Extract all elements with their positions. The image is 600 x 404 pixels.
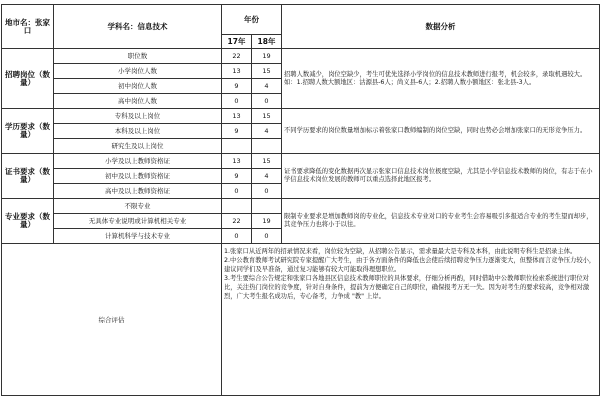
value-18: 15 <box>252 109 282 124</box>
value-18: 15 <box>252 154 282 169</box>
evaluation-row <box>2 244 600 396</box>
value-17 <box>222 199 252 214</box>
value-17: 22 <box>222 214 252 229</box>
value-17 <box>222 139 252 154</box>
value-17: 0 <box>222 184 252 199</box>
table-row <box>2 154 600 169</box>
value-17: 13 <box>222 109 252 124</box>
row-label: 初中岗位人数 <box>54 79 222 94</box>
evaluation-item: 1.张家口从近两年的招录情况来看，岗位较为空缺，从招聘公告显示，需求量最大是专科及本科，由此说明专科生是招录主体。 <box>224 248 577 255</box>
row-label: 小学及以上教师资格证 <box>54 154 222 169</box>
category-cell: 专业要求（数量） <box>2 199 54 244</box>
row-label: 研究生及以上岗位 <box>54 139 222 154</box>
evaluation-item: 3.考生要综合公告规定和张家口各地县区信息技术教师职位的具体要求，仔细分析再酌，同时借助中公教师职位检索系统进行职位对比，关注热门岗位的竞争度，针对自身条件，提前为方便确定自己的职位，确保报考万无一失。因为对考生的要求较高，竞争相对激烈，广大考生报名成功后，专心备考，力争成 "教" 上岸。 <box>224 275 590 300</box>
row-label: 小学岗位人数 <box>54 64 222 79</box>
row-label: 高中及以上教师资格证 <box>54 184 222 199</box>
subject-header: 学科名：信息技术 <box>54 5 222 49</box>
row-label: 计算机科学与技术专业 <box>54 229 222 244</box>
value-18: 19 <box>252 214 282 229</box>
table-row <box>2 199 600 214</box>
row-label: 专科及以上岗位 <box>54 109 222 124</box>
value-17: 9 <box>222 169 252 184</box>
analysis-header: 数据分析 <box>282 5 600 49</box>
row-label: 本科及以上岗位 <box>54 124 222 139</box>
category-cell: 学历要求（数量） <box>2 109 54 154</box>
analysis-cell: 不同学历要求的岗位数量增加标示着张家口教师编制的岗位空缺，同时也势必会增加张家口的无形竞争压力。 <box>282 109 600 154</box>
analysis-cell: 证书要求降低的变化数据再次显示张家口信息技术岗位极度空缺，尤其是小学信息技术教师的岗位，有志于在小学信息技术岗位发展的教师可以重点选择此地区报考。 <box>282 154 600 199</box>
evaluation-item: 2.中公教育教师考试研究院专家提醒广大考生，由于各方面条件的降低也会使后续招聘竞争压力逐渐变大，但整体而言竞争压力较小，建议同学们及早准备，通过复习能够有较大可能取得理想职位。 <box>224 257 596 273</box>
value-17: 22 <box>222 49 252 64</box>
row-label: 无具体专业说明或计算机相关专业 <box>54 214 222 229</box>
value-18: 19 <box>252 49 282 64</box>
region-header: 地市名：张家口 <box>2 5 54 49</box>
analysis-cell: 招聘人数减少，岗位空缺少，考生可优先选择小学岗位的信息技术教师进行报考，机会较多，录取机遇较大。如：1.招聘人数大额地区：沽源县-6人；尚义县-6人；2.招聘人数小额地区：张北县-3人。 <box>282 49 600 109</box>
table-row <box>2 109 600 124</box>
row-label: 高中岗位人数 <box>54 94 222 109</box>
analysis-cell: 限制专业要求是增加教师岗的专业化，信息技术专业对口的专业考生会容易吸引多报适合专业的考生望而却步，其竞争压力也将小于以往。 <box>282 199 600 244</box>
row-label: 职位数 <box>54 49 222 64</box>
value-18: 15 <box>252 64 282 79</box>
value-17: 0 <box>222 94 252 109</box>
row-label: 不限专业 <box>54 199 222 214</box>
value-18: 4 <box>252 79 282 94</box>
evaluation-text <box>222 244 600 396</box>
value-17: 9 <box>222 124 252 139</box>
value-17: 9 <box>222 79 252 94</box>
table-row <box>2 49 600 64</box>
value-18: 0 <box>252 94 282 109</box>
row-label: 初中及以上教师资格证 <box>54 169 222 184</box>
value-17: 0 <box>222 229 252 244</box>
value-18: 0 <box>252 229 282 244</box>
year-17-header: 17年 <box>222 35 252 49</box>
value-17: 13 <box>222 154 252 169</box>
value-18: 4 <box>252 169 282 184</box>
category-cell: 证书要求（数量） <box>2 154 54 199</box>
value-18: 0 <box>252 184 282 199</box>
value-18: 4 <box>252 124 282 139</box>
data-table <box>1 4 600 396</box>
year-18-header: 18年 <box>252 35 282 49</box>
evaluation-label: 综合评估 <box>2 244 222 396</box>
value-18 <box>252 199 282 214</box>
category-cell: 招聘岗位（数量） <box>2 49 54 109</box>
value-18 <box>252 139 282 154</box>
value-17: 13 <box>222 64 252 79</box>
year-header: 年份 <box>222 5 282 35</box>
header-row <box>2 5 600 35</box>
recruitment-analysis-table <box>1 4 599 396</box>
